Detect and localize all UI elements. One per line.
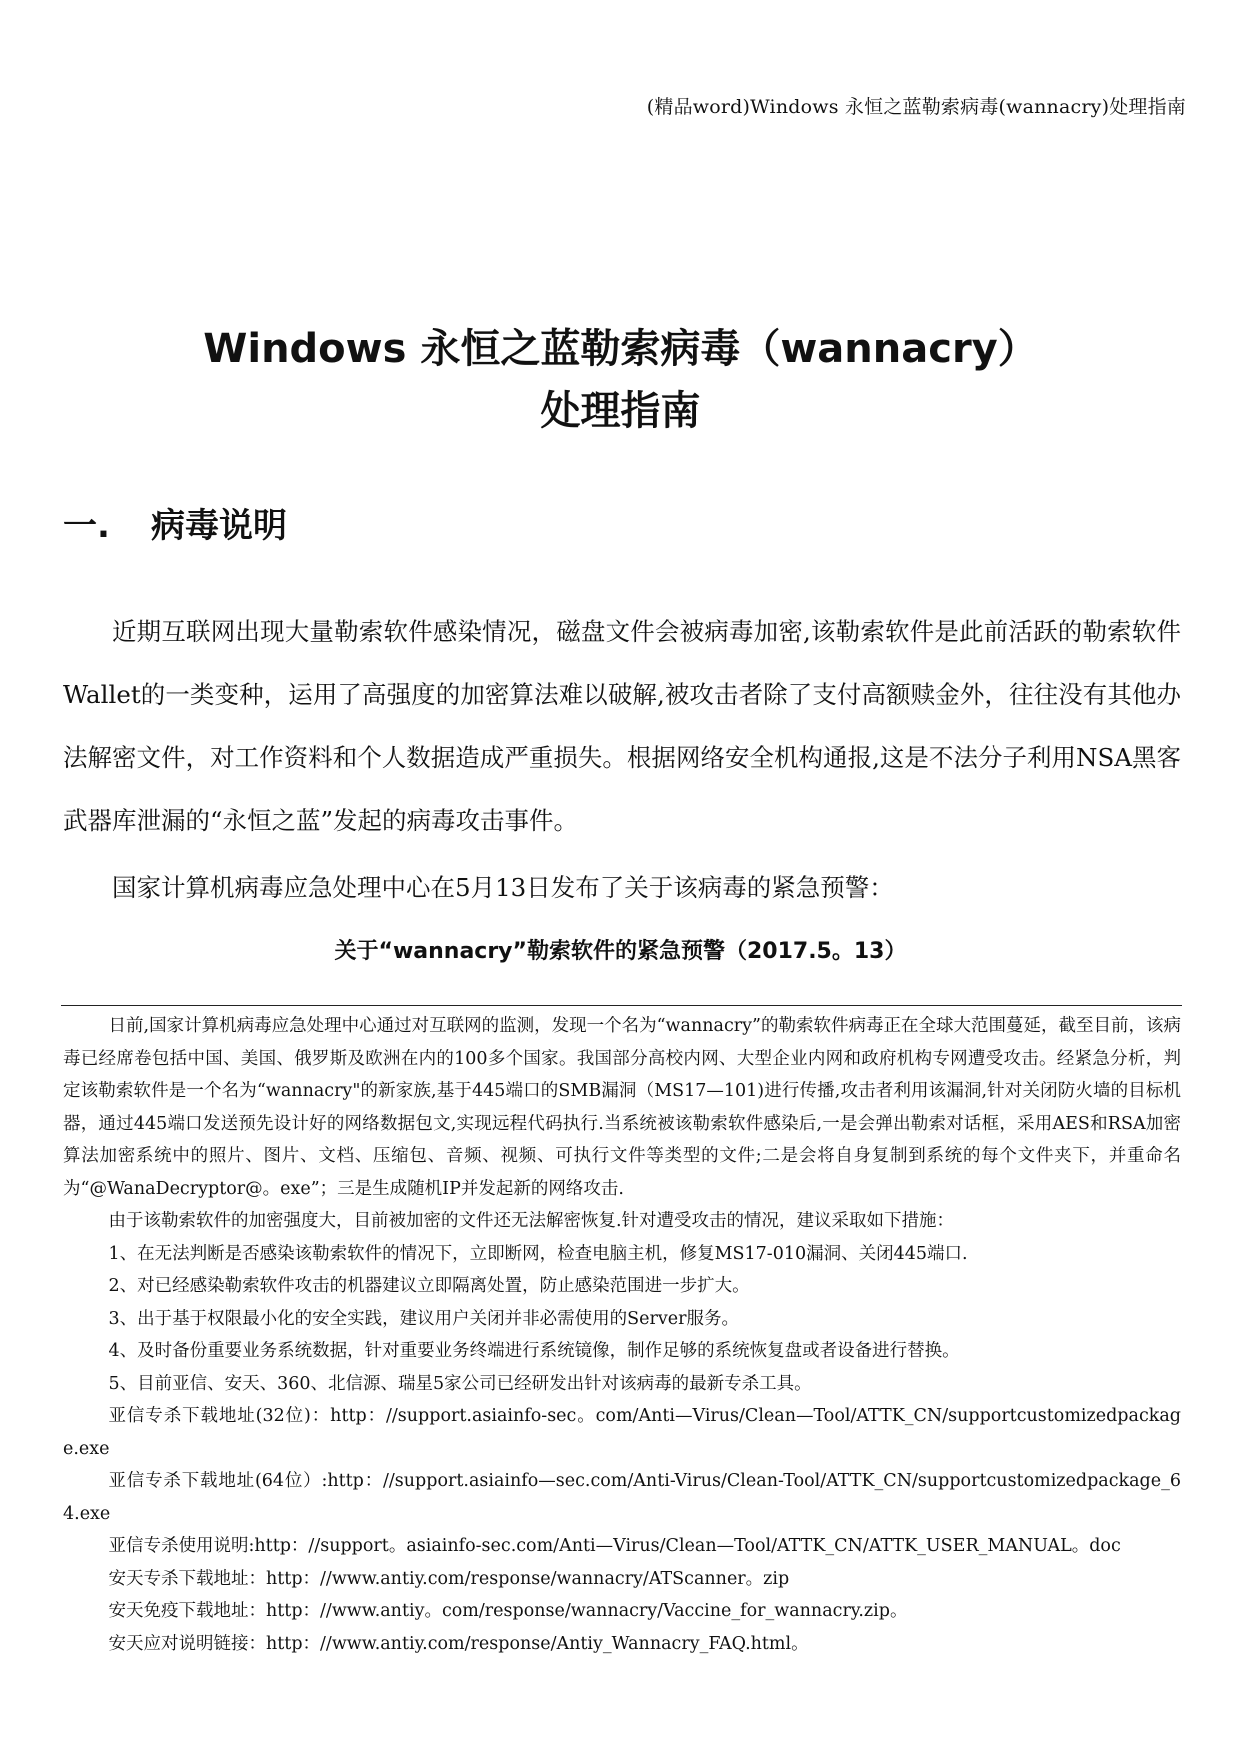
download-link[interactable]: 安天免疫下载地址：http：//www.antiy。com/response/wannacry/Vaccine_for_wannacry.zip。 (108, 1601, 908, 1621)
section-title: 病毒说明 (151, 506, 287, 546)
measures-intro: 由于该勒索软件的加密强度大，目前被加密的文件还无法解密恢复.针对遭受攻击的情况，建议采取如下措施： (108, 1211, 955, 1231)
title-line-2: 处理指南 (540, 388, 701, 434)
notice-body (63, 1010, 1181, 1660)
download-link[interactable]: 安天专杀下载地址：http：//www.antiy.com/response/wannacry/ATScanner。zip (108, 1568, 790, 1589)
notice-title: 关于“wannacry”勒索软件的紧急预警（2017.5。13） (334, 939, 907, 964)
manual-link[interactable]: 亚信专杀使用说明:http：//support。asiainfo-sec.com/Anti—Virus/Clean—Tool/ATTK_CN/ATTK_USER_MANUAL。doc (108, 1536, 1121, 1556)
measure-item: 4、及时备份重要业务系统数据，针对重要业务终端进行系统镜像，制作足够的系统恢复盘或者设备进行替换。 (108, 1341, 960, 1361)
notice-intro: 日前,国家计算机病毒应急处理中心通过对互联网的监测，发现一个名为“wannacry”的勒索软件病毒正在全球大范围蔓延，截至目前，该病毒已经席卷包括中国、美国、俄罗斯及欧洲在内的100多个国家。我国部分高校内网、大型企业内网和政府机构专网遭受攻击。经紧急分析，判定该勒索软件是一个名为“wannacry"的新家族,基于445端口的SMB漏洞（MS17—101)进行传播,攻击者利用该漏洞,针对关闭防火墙的目标机器，通过445端口发送预先设计好的网络数据包文,实现远程代码执行.当系统被该勒索软件感染后,一是会弹出勒索对话框，采用AES和RSA加密算法加密系统中的照片、图片、文档、压缩包、音频、视频、可执行文件等类型的文件;二是会将自身复制到系统的每个文件夹下，并重命名为“@WanaDecryptor@。exe”；三是生成随机IP并发起新的网络攻击. (63, 1016, 1181, 1199)
faq-link[interactable]: 安天应对说明链接：http：//www.antiy.com/response/Antiy_Wannacry_FAQ.html。 (108, 1633, 809, 1654)
paragraph: 近期互联网出现大量勒索软件感染情况，磁盘文件会被病毒加密,该勒索软件是此前活跃的勒索软件Wallet的一类变种，运用了高强度的加密算法难以破解,被攻击者除了支付高额赎金外，往往没有其他办法解密文件，对工作资料和个人数据造成严重损失。根据网络安全机构通报,这是不法分子利用NSA黑客武器库泄漏的“永恒之蓝”发起的病毒攻击事件。 (63, 617, 1181, 835)
download-link[interactable]: 亚信专杀下载地址(64位）:http：//support.asiainfo—sec.com/Anti-Virus/Clean-Tool/ATTK_CN/supportcustomizedpackage_64.exe (63, 1471, 1181, 1524)
divider (61, 1005, 1182, 1006)
measure-item: 1、在无法判断是否感染该勒索软件的情况下，立即断网，检查电脑主机，修复MS17-010漏洞、关闭445端口. (108, 1243, 968, 1264)
measure-item: 3、出于基于权限最小化的安全实践，建议用户关闭并非必需使用的Server服务。 (108, 1308, 739, 1329)
paragraph: 国家计算机病毒应急处理中心在5月13日发布了关于该病毒的紧急预警： (112, 873, 894, 902)
running-header: (精品word)Windows 永恒之蓝勒索病毒(wannacry)处理指南 (646, 96, 1186, 118)
measure-item: 5、目前亚信、安天、360、北信源、瑞星5家公司已经研发出针对该病毒的最新专杀工具。 (108, 1373, 812, 1394)
download-link[interactable]: 亚信专杀下载地址(32位)：http：//support.asiainfo-sec。com/Anti—Virus/Clean—Tool/ATTK_CN/supportcustomizedpackage.exe (63, 1406, 1181, 1459)
section-heading (63, 498, 287, 547)
document-title (0, 318, 1241, 442)
section-number: 一. (63, 506, 110, 546)
measure-item: 2、对已经感染勒索软件攻击的机器建议立即隔离处置，防止感染范围进一步扩大。 (108, 1276, 750, 1296)
title-line-1: Windows 永恒之蓝勒索病毒（wannacry） (203, 326, 1038, 372)
